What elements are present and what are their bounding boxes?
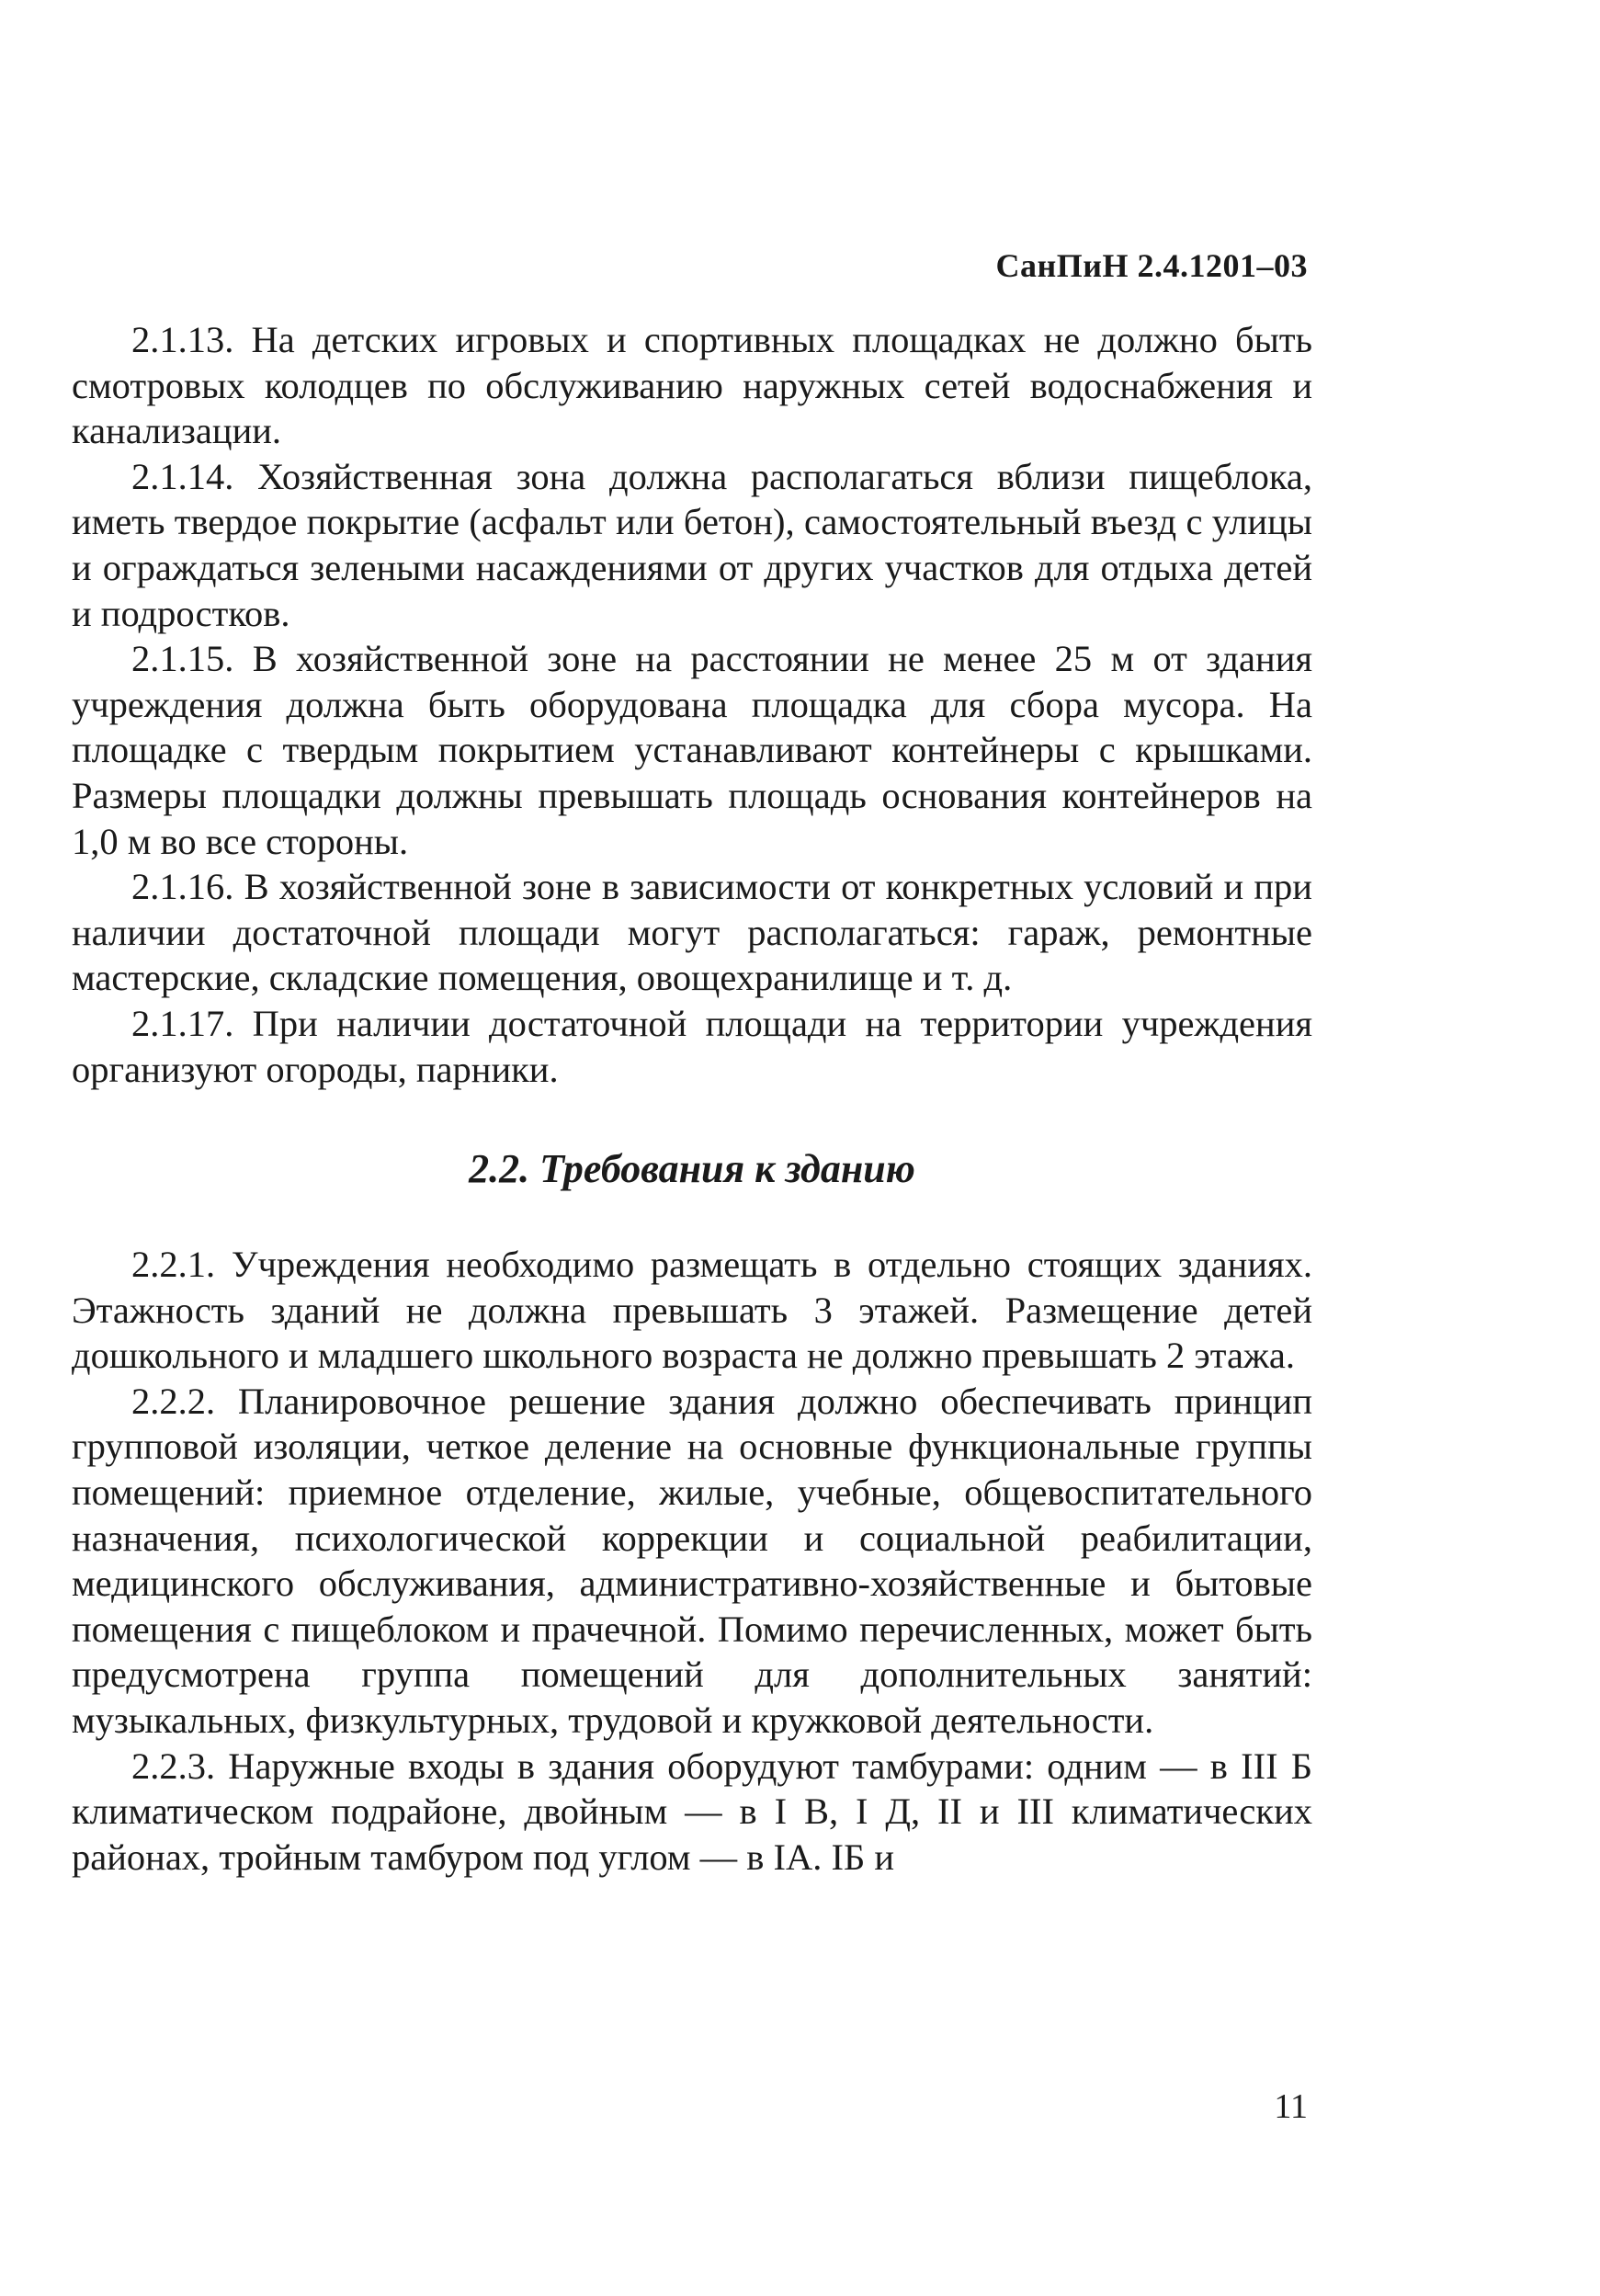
- paragraph-2-1-16: 2.1.16. В хозяйственной зоне в зависимости от конкретных условий и при наличии достаточной площади могут располагаться: гараж, ремонтные мастерские, складские помещения, овощехранилище и т. д.: [72, 866, 1312, 999]
- paragraph-2-1-15: 2.1.15. В хозяйственной зоне на расстоянии не менее 25 м от здания учреждения должна быть оборудована площадка для сбора мусора. На площадке с твердым покрытием устанавливают контейнеры с крышками. Размеры площадки должны превышать площадь основания контейнеров на 1,0 м во все стороны.: [72, 638, 1312, 862]
- document-code-header: СанПиН 2.4.1201–03: [995, 247, 1308, 284]
- paragraph-2-1-14: 2.1.14. Хозяйственная зона должна располагаться вблизи пищеблока, иметь твердое покрытие (асфальт или бетон), самостоятельный въезд с улицы и ограждаться зелеными насаждениями от других участков для отдыха детей и подростков.: [72, 455, 1312, 634]
- section-title: 2.2. Требования к зданию: [469, 1146, 915, 1192]
- page-number: 11: [1274, 2087, 1308, 2126]
- paragraph-2-1-13: 2.1.13. На детских игровых и спортивных площадках не должно быть смотровых колодцев по обслуживанию наружных сетей водоснабжения и канализации.: [72, 319, 1312, 452]
- paragraph-2-2-1: 2.2.1. Учреждения необходимо размещать в отдельно стоящих зданиях. Этажность зданий не должна превышать 3 этажей. Размещение детей дошкольного и младшего школьного возраста не должно превышать 2 этажа.: [72, 1244, 1312, 1377]
- paragraph-2-2-2: 2.2.2. Планировочное решение здания должно обеспечивать принцип групповой изоляции, четкое деление на основные функциональные группы помещений: приемное отделение, жилые, учебные, общевоспитательного назначения, психологической коррекции и социальной реабилитации, медицинского обслуживания, административно-хозяйственные и бытовые помещения с пищеблоком и прачечной. Помимо перечисленных, может быть предусмотрена группа помещений для дополнительных занятий: музыкальных, физкультурных, трудовой и кружковой деятельности.: [72, 1380, 1312, 1742]
- paragraph-2-2-3: 2.2.3. Наружные входы в здания оборудуют тамбурами: одним — в III Б климатическом подрайоне, двойным — в I В, I Д, II и III климатических районах, тройным тамбуром под углом — в IА. IБ и: [72, 1745, 1312, 1878]
- document-body: [72, 317, 1312, 1880]
- paragraph-2-1-17: 2.1.17. При наличии достаточной площади на территории учреждения организуют огороды, парники.: [72, 1002, 1312, 1090]
